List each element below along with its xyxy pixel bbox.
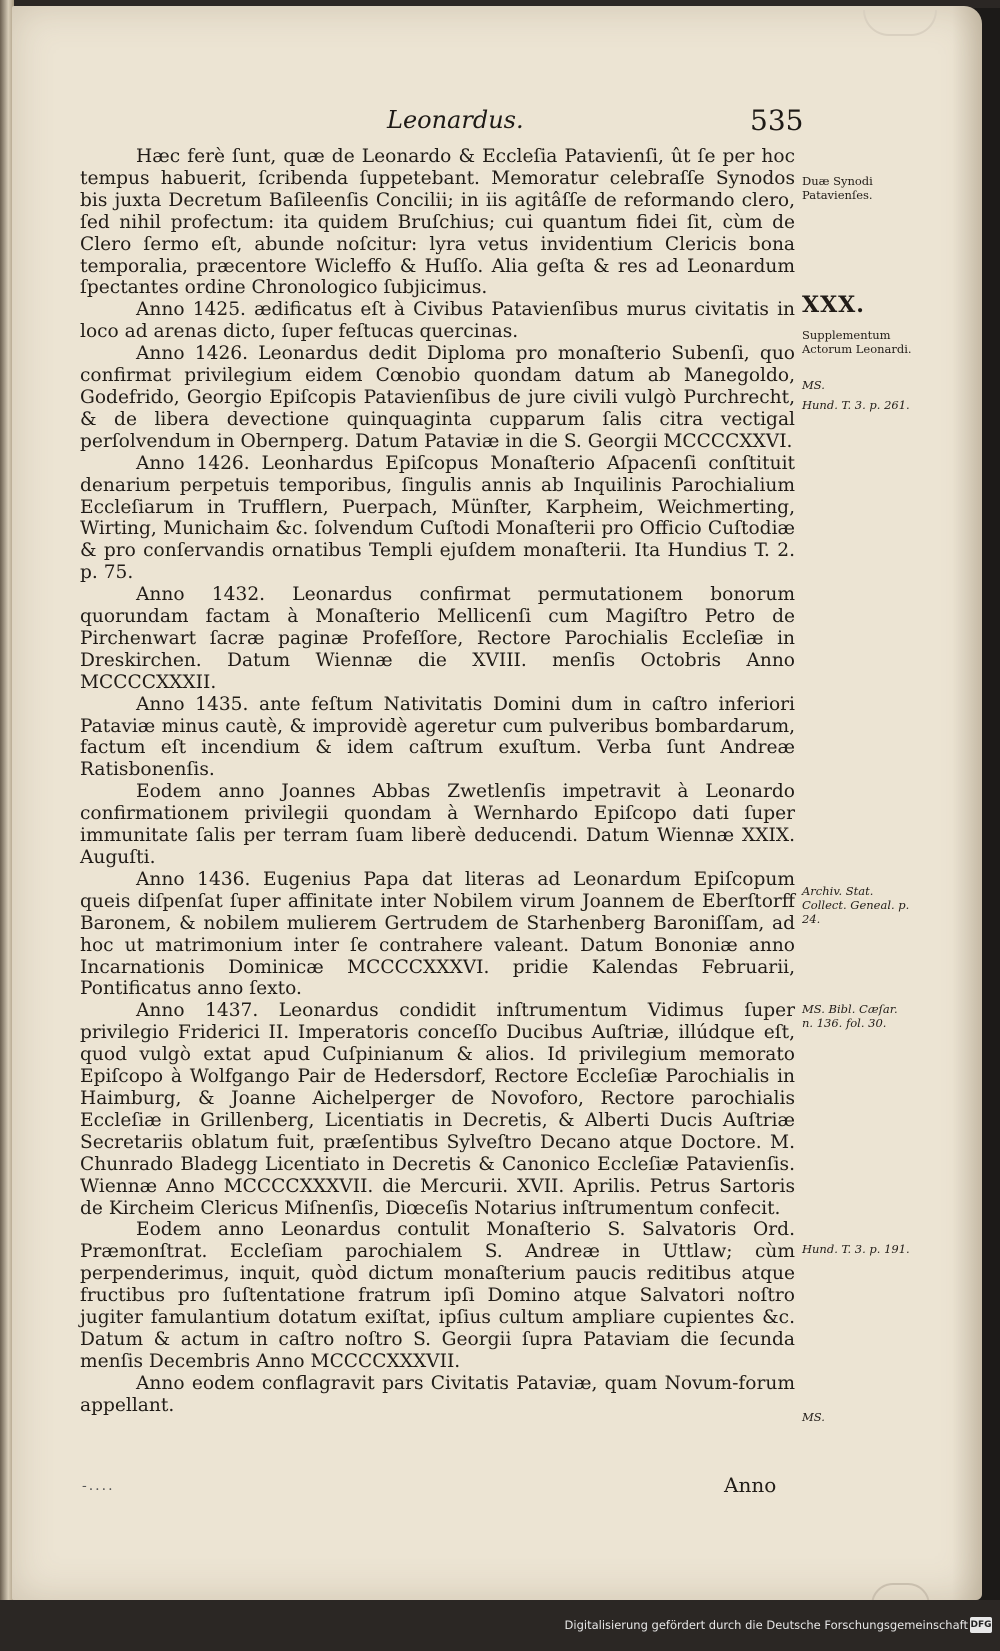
page-clip-top	[863, 10, 937, 36]
margin-note-ms-2: MS.	[802, 1410, 825, 1424]
stray-marks: -....	[82, 1478, 115, 1494]
page-header	[12, 106, 982, 146]
margin-note-synodi: Duæ Synodi Patavienſes.	[802, 174, 873, 202]
paragraph: Anno 1426. Leonardus dedit Diploma pro monaſterio Subenſi, quo confirmat privilegium eidem Cœnobio quondam datum ab Manegoldo, Godefrido, Georgio Epiſcopis Patavienſibus de jure civili vulgò Purchrecht, & de libera devectione quinquaginta cupparum ſalis citra vectigal perſolvendum in Obernperg. Datum Pataviæ in die S. Georgii MCCCCXXVI.	[80, 343, 795, 452]
margin-note-section: XXX.	[802, 292, 865, 318]
paragraph: Anno 1436. Eugenius Papa dat literas ad Leonardum Epiſcopum queis diſpenſat ſuper affinitate inter Nobilem virum Joannem de Eberſtorff Baronem, & nobilem mulierem Gertrudem de Starhenberg Baroniſſam, ad hoc ut matrimonium inter ſe contrahere valeant. Datum Bononiæ anno Incarnationis Dominicæ MCCCCXXXVI. pridie Kalendas Februarii, Pontificatus anno ſexto.	[80, 868, 795, 1000]
margin-note-bibl: MS. Bibl. Cæſar. n. 136. fol. 30.	[802, 1002, 898, 1030]
page-edge-shadow	[952, 6, 982, 1600]
paragraph: Anno 1426. Leonhardus Epiſcopus Monaſterio Aſpacenſi conſtituit denarium perpetuis temporibus, ſingulis annis ab Inquilinis Parochialium Eccleſiarum in Trufflern, Puerpach, Münſter, Karpheim, Weichmerting, Wirting, Munichaim &c. ſolvendum Cuſtodi Monaſterii pro Officio Cuſtodiæ & pro conſervandis ornatibus Templi ejuſdem monaſterii. Ita Hundius T. 2. p. 75.	[80, 452, 795, 584]
margin-note-hund: Hund. T. 3. p. 261.	[802, 398, 910, 412]
book-page	[12, 6, 982, 1600]
margin-note-hund-2: Hund. T. 3. p. 191.	[802, 1242, 910, 1256]
paragraph: Hæc ferè ſunt, quæ de Leonardo & Eccleſia Patavienſi, ût ſe per hoc tempus habuerit, ſcribenda ſuppetebant. Memoratur celebraſſe Synodos bis juxta Decretum Baſileenſis Concilii; in iis agitâſſe de reformando clero, ſed nihil profectum: ita quidem Bruſchius; cui quantum fidei ſit, cùm de Clero ſermo eſt, abunde noſcitur: lyra vetus invidentium Clericis bona temporalia, præcentore Wicleffo & Huſſo. Alia geſta & res ad Leonardum ſpectantes ordine Chronologico ſubjicimus.	[80, 146, 795, 299]
margin-note-archiv: Archiv. Stat. Collect. Geneal. p. 24.	[802, 884, 910, 926]
paragraph: Anno 1435. ante feſtum Nativitatis Domini dum in caſtro inferiori Pataviæ minus cautè, & improvidè ageretur cum pulveribus bombardarum, factum eſt incendium & idem caſtrum exuſtum. Verba ſunt Andreæ Ratisbonenſis.	[80, 693, 795, 781]
paragraph: Anno 1437. Leonardus condidit inſtrumentum Vidimus ſuper privilegio Friderici II. Imperatoris conceſſo Ducibus Auſtriæ, illúdque eſt, quod vulgò extat apud Cuſpinianum & alios. Id privilegium memorato Epiſcopo à Wolfgango Pair de Hedersdorf, Rectore Eccleſiæ Parochialis in Haimburg, & Joanne Aichelperger de Novoforo, Rectore parochialis Eccleſiæ in Grillenberg, Licentiatis in Decretis, & Alberti Ducis Auſtriæ Secretariis oblatum fuit, præſentibus Sylveſtro Decano atque Doctore. M. Chunrado Bladegg Licentiato in Decretis & Canonico Eccleſiæ Patavienſis. Wiennæ Anno MCCCCXXXVII. die Mercurii. XVII. Aprilis. Petrus Sartoris de Kircheim Clericus Miſnenſis, Diœceſis Notarius inſtrumentum confecit.	[80, 1000, 795, 1219]
dfg-logo: DFG	[970, 1617, 992, 1633]
running-head: Leonardus.	[387, 106, 524, 134]
paragraph: Eodem anno Leonardus contulit Monaſterio S. Salvatoris Ord. Præmonſtrat. Eccleſiam parochialem S. Andreæ in Uttlaw; cùm perpenderimus, inquit, quòd dictum monaſterium paucis reditibus atque fructibus pro ſuſtentatione fratrum ipſi Domino atque Salvatori noſtro jugiter famulantium dotatum exiſtat, ipſius cultum ampliare cupientes &c. Datum & actum in caſtro noſtro S. Georgii ſupra Pataviam die ſecunda menſis Decembris Anno MCCCCXXXVII.	[80, 1219, 795, 1372]
paragraph: Anno 1432. Leonardus confirmat permutationem bonorum quorundam factam à Monaſterio Mellicenſi cum Magiſtro Petro de Pirchenwart ſacræ paginæ Profeſſore, Rectore Parochialis Eccleſiæ in Dreskirchen. Datum Wiennæ die XVIII. menſis Octobris Anno MCCCCXXXII.	[80, 584, 795, 693]
paragraph: Anno 1425. ædificatus eſt à Civibus Patavienſibus murus civitatis in loco ad arenas dicto, ſuper feſtucas quercinas.	[80, 299, 795, 343]
catchword: Anno	[724, 1473, 777, 1497]
footer-credit: Digitalisierung gefördert durch die Deutsche Forschungsgemeinschaft	[564, 1618, 968, 1632]
main-text	[80, 146, 795, 1417]
footer	[0, 1617, 1000, 1639]
paragraph: Eodem anno Joannes Abbas Zwetlenſis impetravit à Leonardo confirmationem privilegii quondam à Wernhardo Epiſcopo dati ſuper immunitate ſalis per terram ſuam liberè deducendi. Datum Wiennæ XXIX. Auguſti.	[80, 781, 795, 868]
page-number: 535	[750, 104, 804, 137]
paragraph: Anno eodem conflagravit pars Civitatis Pataviæ, quam Novum-forum appellant.	[80, 1372, 795, 1416]
margin-note-supplementum: Supplementum Actorum Leonardi.	[802, 328, 912, 356]
margin-note-ms: MS.	[802, 378, 825, 392]
